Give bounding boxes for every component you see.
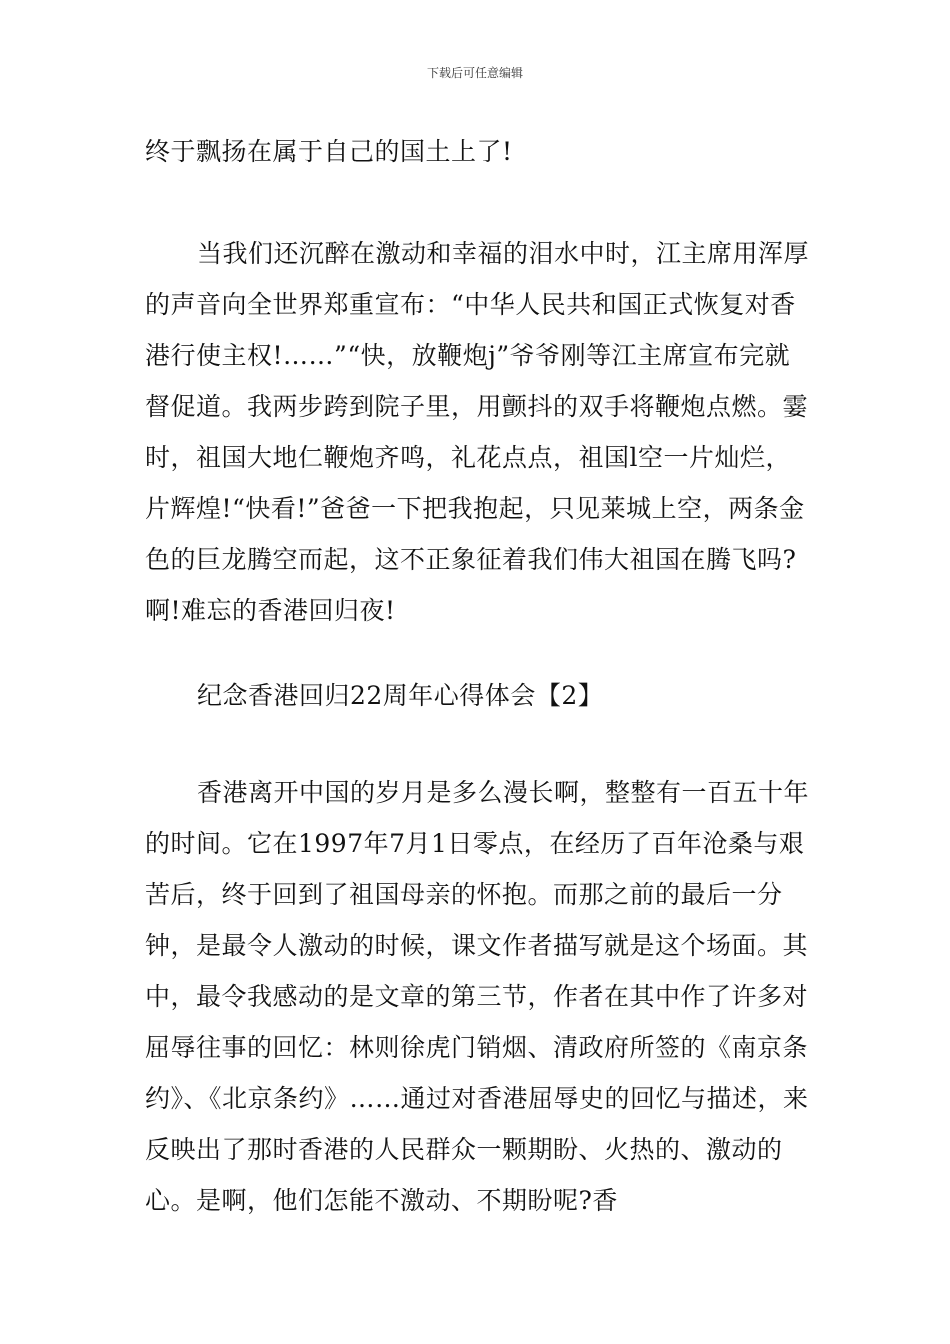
paragraph-continuation: 终于飘扬在属于自己的国土上了! — [145, 137, 513, 166]
paragraph-handover-night: 当我们还沉醉在激动和幸福的泪水中时，江主席用浑厚的声音向全世界郑重宣布：“中华人民共和国正式恢复对香港行使主权!……”“快，放鞭炮j”爷爷刚等江主席宣布完就督促道。我两步跨到院子里，用颤抖的双手将鞭炮点燃。霎时，祖国大地仁鞭炮齐鸣，礼花点点，祖国l空一片灿烂，片辉煌!“快看!”爸爸一下把我抱起，只见莱城上空，两条金色的巨龙腾空而起，这不正象征着我们伟大祖国在腾飞吗?啊!难忘的香港回归夜! — [145, 239, 810, 625]
section-heading: 纪念香港回归22周年心得体会【2】 — [197, 681, 604, 710]
page-header: 下载后可任意编辑 — [426, 66, 523, 80]
paragraph-reflection: 香港离开中国的岁月是多么漫长啊，整整有一百五十年的时间。它在1997年7月1日零点，在经历了百年沧桑与艰苦后，终于回到了祖国母亲的怀抱。而那之前的最后一分钟，是最令人激动的时候，课文作者描写就是这个场面。其中，最令我感动的是文章的第三节，作者在其中作了许多对屈辱往事的回忆：林则徐虎门销烟、清政府所签的《南京条约》、《北京条约》……通过对香港屈辱史的回忆与描述，来反映出了那时香港的人民群众一颗期盼、火热的、激动的心。是啊，他们怎能不激动、不期盼呢?香 — [145, 778, 810, 1215]
